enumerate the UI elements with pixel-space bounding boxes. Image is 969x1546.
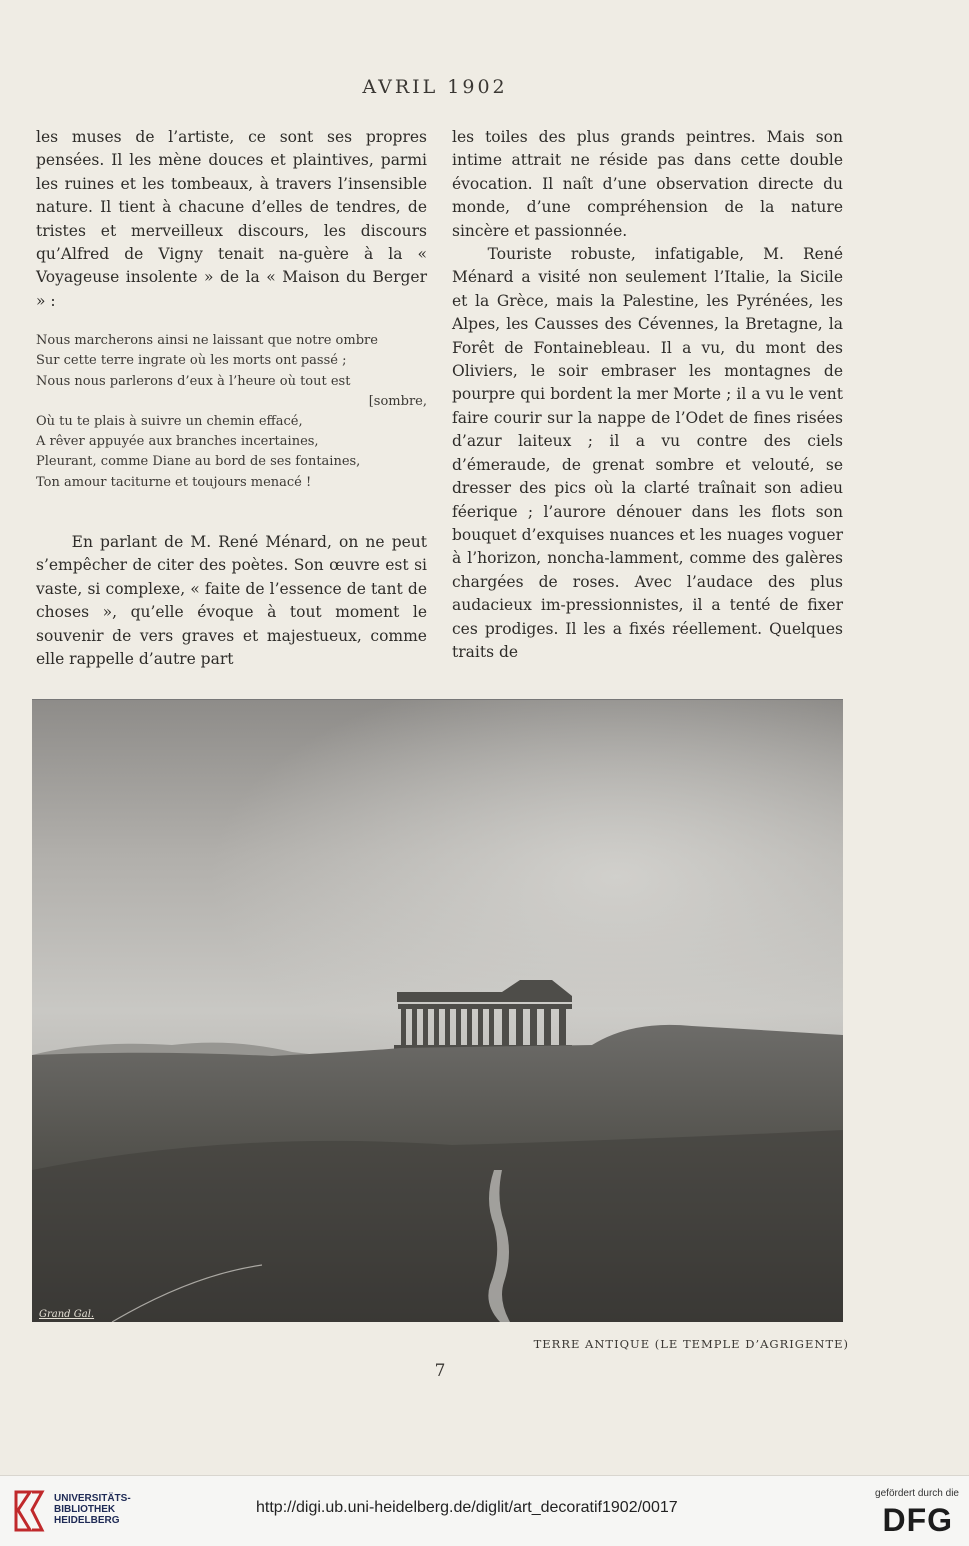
plate-caption: TERRE ANTIQUE (LE TEMPLE D’AGRIGENTE) bbox=[533, 1337, 849, 1351]
engraver-mark: Grand Gal. bbox=[39, 1309, 95, 1320]
library-line: HEIDELBERG bbox=[54, 1515, 120, 1526]
poem-line: Nous nous parlerons d’eux à l’heure où tout est bbox=[36, 373, 351, 389]
library-line: BIBLIOTHEK bbox=[54, 1504, 116, 1515]
poem-line: Pleurant, comme Diane au bord de ses fontaines, bbox=[36, 454, 361, 470]
library-line: UNIVERSITÄTS- bbox=[54, 1493, 131, 1504]
poem-line: A rêver appuyée aux branches incertaines, bbox=[36, 434, 319, 450]
right-column bbox=[452, 126, 843, 664]
body-paragraph: les toiles des plus grands peintres. Mais son intime attrait ne réside pas dans cette double évocation. Il naît d’une observation directe du monde, d’une compréhension de la nature sincère et passionnée. bbox=[452, 128, 843, 240]
university-seal-icon bbox=[10, 1488, 48, 1534]
viewer-footer bbox=[0, 1475, 969, 1546]
poem-line: Sur cette terre ingrate où les morts ont passé ; bbox=[36, 353, 347, 369]
left-column bbox=[36, 126, 427, 671]
body-paragraph: En parlant de M. René Ménard, on ne peut s’empêcher de citer des poètes. Son œuvre est si vaste, si complexe, « faite de l’essence de tant de choses », qu’elle évoque à tout moment le souvenir de vers graves et majestueux, comme elle rappelle d’autre part bbox=[36, 532, 427, 668]
intro-paragraph: les muses de l’artiste, ce sont ses propres pensées. Il les mène douces et plaintives, parmi les ruines et les tombeaux, à travers l’insensible nature. Il tient à chacune d’elles de tendres, de tristes et merveilleux discours, les discours qu’Alfred de Vigny tenait na-guère à la « Voyageuse insolente » de la « Maison du Berger » : bbox=[36, 128, 427, 310]
dfg-logo: DFG bbox=[882, 1502, 953, 1538]
permalink[interactable]: http://digi.ub.uni-heidelberg.de/diglit/art_decoratif1902/0017 bbox=[256, 1499, 678, 1516]
poem-line: Où tu te plais à suivre un chemin effacé, bbox=[36, 414, 303, 430]
temple-landscape-image bbox=[32, 700, 843, 1322]
library-name bbox=[54, 1493, 131, 1526]
poem-quote bbox=[36, 331, 427, 493]
poem-line: Ton amour taciturne et toujours menacé ! bbox=[36, 474, 312, 490]
page-number: 7 bbox=[434, 1361, 446, 1381]
funding-note: gefördert durch die bbox=[875, 1488, 959, 1499]
running-head: AVRIL 1902 bbox=[362, 76, 508, 98]
foreground-slope bbox=[32, 1130, 843, 1322]
poem-line-continuation: [sombre, bbox=[368, 393, 427, 409]
plate-illustration bbox=[32, 699, 843, 1322]
body-paragraph: Touriste robuste, infatigable, M. René Ménard a visité non seulement l’Italie, la Sicile et la Grèce, mais la Palestine, les Pyrénées, les Alpes, les Causses des Cévennes, la Bretagne, la Forêt de Fontainebleau. Il a vu, du mont des Oliviers, le soir embraser les montagnes de pourpre qui bordent la mer Morte ; il a vu le vent faire courir sur la nappe de l’Odet de fines risées d’azur laiteux ; il a vu contre des ciels d’émeraude, de grenat sombre et velouté, se dresser des pics où la clarté traînait son adieu féerique ; l’aurore dénouer dans les flots son bouquet d’exquises nuances et les nuages voguer à l’horizon, noncha-lamment, comme des galères chargées de roses. Avec l’audace des plus audacieux im-pressionnistes, il a tenté de fixer ces prodiges. Il les a fixés réellement. Quelques traits de bbox=[452, 245, 843, 661]
poem-line: Nous marcherons ainsi ne laissant que notre ombre bbox=[36, 333, 378, 349]
